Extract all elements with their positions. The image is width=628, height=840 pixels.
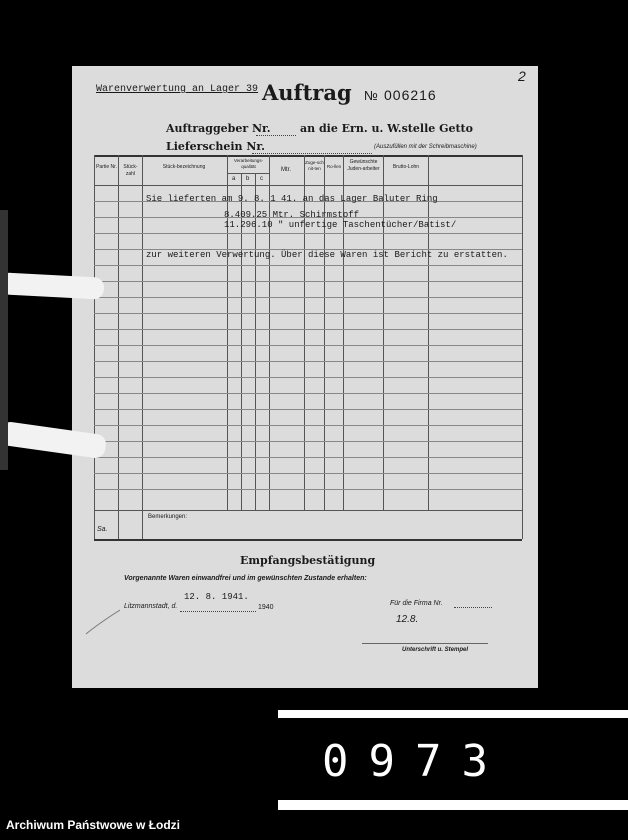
typed-line: zur weiteren Verwertung. Über diese Waren ist Bericht zu erstatten. [146,250,508,260]
typed-line: 11.296.10 " unfertige Taschentücher/Batist/ [224,220,457,230]
col-line [522,155,523,539]
receipt-date-line [180,611,256,612]
header-rollen: Ro-llen [326,164,342,169]
left-page-edge [0,210,8,470]
row-line [94,297,522,298]
auftraggeber-label: Auftraggeber Nr. [166,122,271,135]
row-line [94,265,522,266]
row-line [94,457,522,458]
row-line [94,441,522,442]
typed-line: 8.409.25 Mtr. Schirmstoff [224,210,360,220]
col-line [118,155,119,539]
archive-footer [0,812,628,840]
lieferschein-line [252,153,372,154]
sender-line: Warenverwertung an Lager 39 [96,84,259,95]
pen-stroke [84,606,124,636]
signature-line [362,643,488,644]
receipt-year: 1940 [258,604,274,611]
firm-label: Für die Firma Nr. [390,600,443,607]
sum-label: Sa. [97,526,108,533]
receipt-place: Litzmannstadt, d. [124,603,178,610]
counter-digits: 0973 [322,736,508,787]
header-zugeschnitten: Zuge-schnit-ten [305,160,324,171]
row-line [94,489,522,490]
header-q-b: b [246,176,250,182]
document-number: 006216 [384,87,437,103]
row-line [94,393,522,394]
remarks-bottom-line [94,539,522,541]
lieferschein-label: Lieferschein Nr. [166,140,265,153]
header-lohn: Brutto-Lohn [392,164,420,170]
row-line [94,377,522,378]
row-line [94,313,522,314]
row-line [94,409,522,410]
row-line [94,361,522,362]
header-q-a: a [232,176,236,182]
header-arbeiter: Gewünschte Juden-arbeiter [347,159,380,172]
row-line [94,425,522,426]
archive-name: Archiwum Państwowe w Łodzi [6,818,181,832]
binding-strap [0,272,105,299]
archive-counter [278,710,628,810]
document-sheet [72,66,538,688]
receipt-title: Empfangsbestätigung [240,554,376,567]
remarks-label: Bemerkungen: [148,514,188,520]
auftraggeber-to: an die Ern. u. W.stelle Getto [300,122,473,135]
typed-line: Sie lieferten am 9. 8. 1 41. an das Lager Baluter Ring [146,194,438,204]
receipt-statement: Vorgenannte Waren einwandfrei und im gewünschten Zustande erhalten: [124,575,367,582]
row-line [94,345,522,346]
page-mark: 2 [518,68,526,84]
table-bottom-line [94,510,522,511]
header-bezeichnung: Stück-bezeichnung [162,164,206,170]
table-top-line [94,155,522,157]
header-qualitaet: Verarbeitungs-qualität [233,158,264,169]
firm-line [454,607,492,608]
header-stueck: Stück-zahl [123,164,138,177]
header-partie: Partie Nr. [96,164,117,170]
signature-label: Unterschrift u. Stempel [402,647,469,653]
row-line [94,233,522,234]
document-title: Auftrag [262,80,352,105]
qualitaet-sub-line [227,173,269,174]
col-line [142,155,143,539]
auftraggeber-line [256,135,296,136]
header-q-c: c [260,176,263,182]
row-line [94,329,522,330]
col-line [94,155,95,539]
row-line [94,473,522,474]
firm-value: 12.8. [396,614,419,625]
table-header-line [94,185,522,186]
header-mtr: Mtr. [281,167,291,173]
number-prefix: № [364,88,378,103]
receipt-date-typed: 12. 8. 1941. [184,592,249,602]
fill-note: (Auszufüllen mit der Schreibmaschine) [374,144,477,150]
row-line [94,281,522,282]
